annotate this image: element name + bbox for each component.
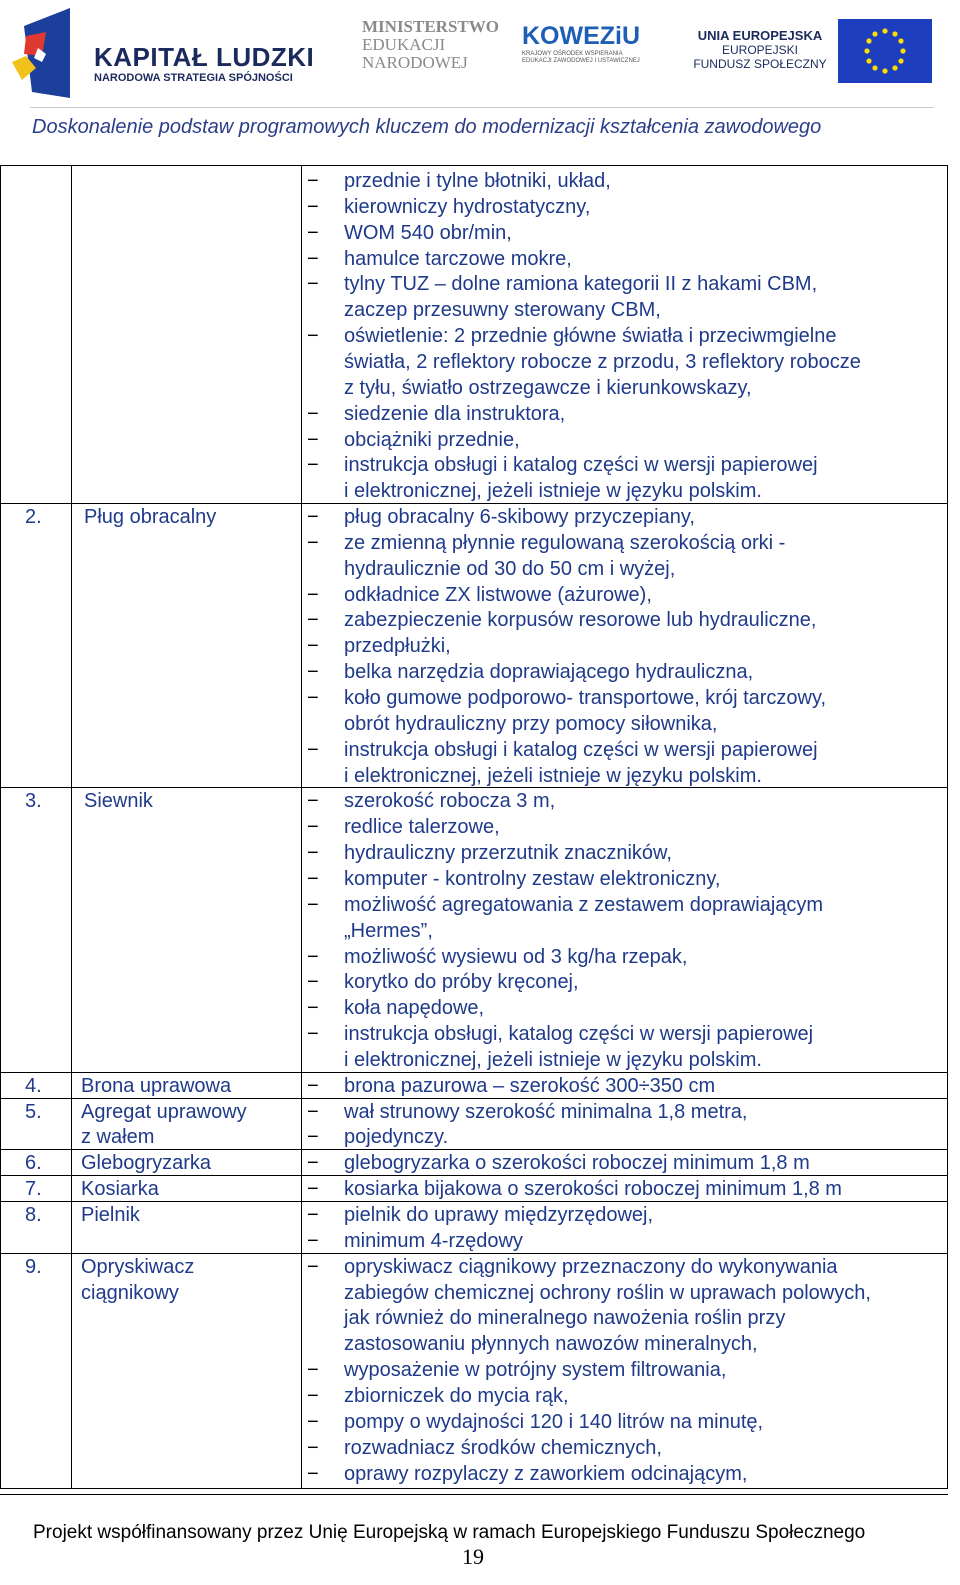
bullet-dash: −	[307, 790, 319, 813]
header-logos	[0, 0, 960, 108]
bullet-dash: −	[307, 971, 319, 994]
eu-flag-icon	[838, 19, 932, 83]
bullet-dash: −	[307, 1023, 319, 1046]
spec-item: ze zmienną płynnie regulowaną szerokością orki -	[344, 531, 786, 554]
bullet-dash: −	[307, 945, 319, 968]
ministry-logo	[362, 18, 502, 78]
spec-item: pompy o wydajności 120 i 140 litrów na minutę,	[344, 1410, 764, 1433]
bullet-dash: −	[307, 195, 319, 218]
row-number: 2.	[25, 506, 42, 529]
spec-item: jak również do mineralnego nawożenia roślin przy	[344, 1307, 786, 1330]
ministry-line-3: NARODOWEJ	[362, 53, 468, 72]
bullet-dash: −	[307, 816, 319, 839]
spec-item: odkładnice ZX listwowe (ażurowe),	[344, 583, 652, 606]
spec-item: zbiorniczek do mycia rąk,	[344, 1384, 569, 1407]
spec-item: kierowniczy hydrostatyczny,	[344, 195, 591, 218]
kapital-ludzki-flag-icon	[12, 6, 72, 98]
bullet-dash: −	[307, 325, 319, 348]
spec-item: zaczep przesuwny sterowany CBM,	[344, 299, 661, 322]
equipment-name: Agregat uprawowy	[81, 1100, 247, 1123]
bullet-dash: −	[307, 997, 319, 1020]
bullet-dash: −	[307, 454, 319, 477]
spec-item: z tyłu, światło ostrzegawcze i kierunkowskazy,	[344, 376, 752, 399]
spec-item: koła napędowe,	[344, 997, 485, 1020]
kapital-ludzki-subtitle: NARODOWA STRATEGIA SPÓJNOŚCI	[94, 72, 293, 84]
spec-item: zabezpieczenie korpusów resorowe lub hydrauliczne,	[344, 609, 817, 632]
equipment-name: Glebogryzarka	[81, 1152, 212, 1175]
spec-item: szerokość robocza 3 m,	[344, 790, 556, 813]
spec-item: oprawy rozpylaczy z zaworkiem odcinającym,	[344, 1462, 748, 1485]
spec-item: kosiarka bijakowa o szerokości roboczej minimum 1,8 m	[344, 1178, 842, 1201]
equipment-name: Opryskiwacz	[81, 1255, 195, 1278]
ministry-line-2: EDUKACJI	[362, 35, 446, 54]
row-number: 6.	[25, 1152, 42, 1175]
page-number: 19	[462, 1544, 484, 1569]
bullet-dash: −	[307, 1126, 319, 1149]
spec-item: opryskiwacz ciągnikowy przeznaczony do wykonywania	[344, 1255, 838, 1278]
footer-text: Projekt współfinansowany przez Unię Europejską w ramach Europejskiego Funduszu Społecznego	[33, 1522, 866, 1543]
header-tagline: Doskonalenie podstaw programowych kluczem do modernizacji kształcenia zawodowego	[32, 116, 822, 138]
bullet-dash: −	[307, 1359, 319, 1382]
koweziu-title: KOWEZiU	[522, 22, 641, 50]
eu-line-3: FUNDUSZ SPOŁECZNY	[693, 57, 827, 71]
spec-item: hydraulicznie od 30 do 50 cm i wyżej,	[344, 557, 676, 580]
row-number: 4.	[25, 1074, 42, 1097]
spec-item: tylny TUZ – dolne ramiona kategorii II z hakami CBM,	[344, 273, 818, 296]
bullet-dash: −	[307, 893, 319, 916]
spec-item: instrukcja obsługi, katalog części w wersji papierowej	[344, 1023, 814, 1046]
bullet-dash: −	[307, 1410, 319, 1433]
table-column-divider-1	[71, 166, 72, 1488]
spec-item: pług obracalny 6-skibowy przyczepiany,	[344, 506, 695, 529]
ministry-line-1: MINISTERSTWO	[362, 17, 499, 36]
bullet-dash: −	[307, 428, 319, 451]
row-number: 3.	[25, 790, 42, 813]
bullet-dash: −	[307, 1436, 319, 1459]
eu-line-2: EUROPEJSKI	[721, 43, 799, 57]
equipment-name-cont: ciągnikowy	[81, 1281, 179, 1304]
spec-item: przednie i tylne błotniki, układ,	[344, 170, 611, 192]
spec-item: oświetlenie: 2 przednie główne światła i przeciwmgielne	[344, 325, 837, 348]
bullet-dash: −	[307, 531, 319, 554]
equipment-table	[0, 165, 948, 1489]
bullet-dash: −	[307, 609, 319, 632]
spec-item: WOM 540 obr/min,	[344, 221, 512, 244]
spec-item: minimum 4-rzędowy	[344, 1229, 523, 1252]
bullet-dash: −	[307, 738, 319, 761]
spec-item: i elektronicznej, jeżeli istnieje w języku polskim.	[344, 764, 762, 787]
bullet-dash: −	[307, 402, 319, 425]
spec-item: możliwość agregatowania z zestawem doprawiającym	[344, 893, 824, 916]
spec-item: wyposażenie w potrójny system filtrowania,	[344, 1359, 727, 1382]
bullet-dash: −	[307, 1074, 319, 1097]
spec-item: zastosowaniu płynnych nawozów mineralnych,	[344, 1333, 758, 1356]
spec-item: brona pazurowa – szerokość 300÷350 cm	[344, 1074, 716, 1097]
row-number: 8.	[25, 1204, 42, 1226]
spec-item: pielnik do uprawy międzyrzędowej,	[344, 1204, 654, 1226]
bullet-dash: −	[307, 221, 319, 244]
spec-item: komputer - kontrolny zestaw elektroniczny,	[344, 867, 721, 890]
row-number: 9.	[25, 1255, 42, 1278]
equipment-name-cont: z wałem	[81, 1126, 155, 1149]
row-number: 5.	[25, 1100, 42, 1123]
bullet-dash: −	[307, 867, 319, 890]
spec-item: rozwadniacz środków chemicznych,	[344, 1436, 662, 1459]
bullet-dash: −	[307, 635, 319, 658]
spec-item: belka narzędzia doprawiającego hydrauliczna,	[344, 661, 754, 684]
bullet-dash: −	[307, 273, 319, 296]
spec-item: „Hermes”,	[344, 919, 433, 942]
spec-item: hydrauliczny przerzutnik znaczników,	[344, 842, 672, 865]
bullet-dash: −	[307, 1100, 319, 1123]
bullet-dash: −	[307, 1384, 319, 1407]
koweziu-subtitle-2: EDUKACJI ZAWODOWEJ I USTAWICZNEJ	[522, 58, 640, 64]
spec-item: wał strunowy szerokość minimalna 1,8 metra,	[344, 1100, 748, 1123]
spec-item: i elektronicznej, jeżeli istnieje w języku polskim.	[344, 480, 762, 503]
spec-item: glebogryzarka o szerokości roboczej minimum 1,8 m	[344, 1152, 810, 1175]
bullet-dash: −	[307, 1229, 319, 1252]
equipment-name: Siewnik	[84, 790, 153, 813]
koweziu-logo	[522, 22, 642, 78]
bullet-dash: −	[307, 583, 319, 606]
bullet-dash: −	[307, 842, 319, 865]
spec-item: przedpłużki,	[344, 635, 451, 658]
bullet-dash: −	[307, 661, 319, 684]
table-column-divider-2	[301, 166, 302, 1488]
spec-item: redlice talerzowe,	[344, 816, 500, 839]
kapital-ludzki-logo	[12, 6, 322, 100]
kapital-ludzki-title: KAPITAŁ LUDZKI	[94, 42, 315, 72]
bullet-dash: −	[307, 1255, 319, 1278]
bullet-dash: −	[307, 170, 319, 192]
spec-item: obciążniki przednie,	[344, 428, 520, 451]
eu-text-logo	[690, 28, 830, 76]
spec-item: i elektronicznej, jeżeli istnieje w języku polskim.	[344, 1048, 762, 1071]
row-number: 7.	[25, 1178, 42, 1201]
koweziu-subtitle-1: KRAJOWY OŚRODEK WSPIERANIA	[522, 51, 623, 57]
equipment-name: Pielnik	[81, 1204, 140, 1226]
equipment-name: Brona uprawowa	[81, 1074, 232, 1097]
bullet-dash: −	[307, 1462, 319, 1485]
equipment-name: Kosiarka	[81, 1178, 159, 1201]
bullet-dash: −	[307, 1204, 319, 1226]
header-divider	[30, 107, 934, 108]
spec-item: obrót hydrauliczny przy pomocy siłownika,	[344, 712, 718, 735]
spec-item: pojedynczy.	[344, 1126, 449, 1149]
bullet-dash: −	[307, 1178, 319, 1201]
bullet-dash: −	[307, 247, 319, 270]
spec-item: korytko do próby kręconej,	[344, 971, 579, 994]
spec-item: możliwość wysiewu od 3 kg/ha rzepak,	[344, 945, 688, 968]
bullet-dash: −	[307, 687, 319, 709]
spec-item: światła, 2 reflektory robocze z przodu, 3 reflektory robocze	[344, 350, 861, 373]
equipment-name: Pług obracalny	[84, 506, 217, 529]
eu-line-1: UNIA EUROPEJSKA	[697, 28, 823, 43]
spec-item: zabiegów chemicznej ochrony roślin w uprawach polowych,	[344, 1281, 871, 1304]
footer-divider	[0, 1494, 948, 1495]
spec-item: instrukcja obsługi i katalog części w wersji papierowej	[344, 738, 818, 761]
bullet-dash: −	[307, 506, 319, 529]
spec-item: koło gumowe podporowo- transportowe, krój tarczowy,	[344, 687, 827, 709]
spec-item: hamulce tarczowe mokre,	[344, 247, 572, 270]
spec-item: siedzenie dla instruktora,	[344, 402, 566, 425]
spec-item: instrukcja obsługi i katalog części w wersji papierowej	[344, 454, 818, 477]
bullet-dash: −	[307, 1152, 319, 1175]
